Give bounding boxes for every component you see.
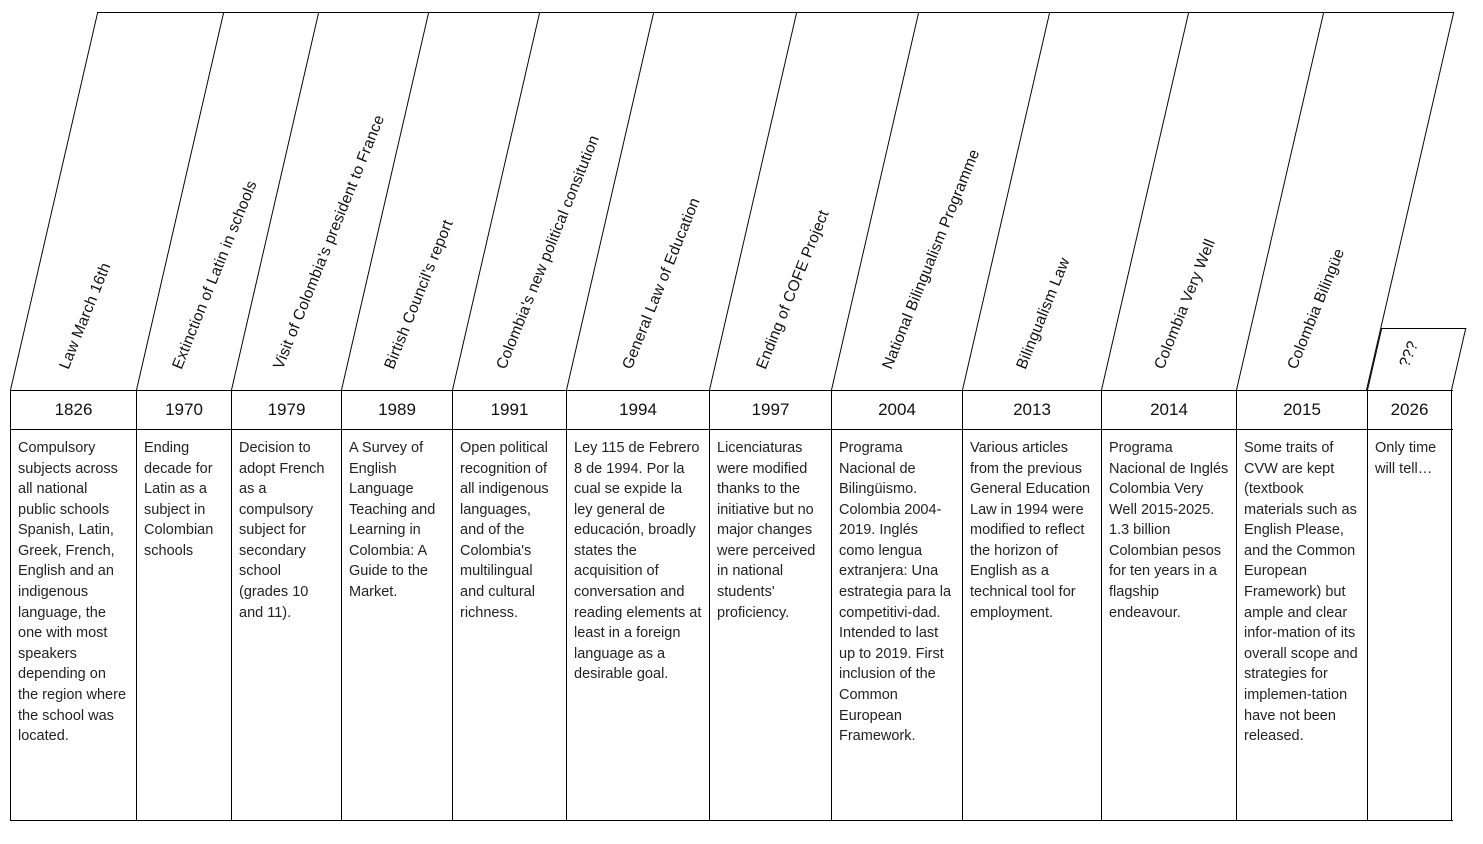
timeline-event-label: Visit of Colombia's president to France	[270, 112, 389, 372]
description-cell: Decision to adopt French as a compulsory subject for secondary school (grades 10 and 11).	[231, 430, 341, 820]
timeline-event-label: Law March 16th	[56, 260, 115, 372]
description-cell: Ley 115 de Febrero 8 de 1994. Por la cual se expide la ley general de educación, broadly states the acquisition of conversation and reading elements at least in a foreign language as a desirable goal.	[566, 430, 709, 820]
description-cell: Programa Nacional de Inglés Colombia Very Well 2015-2025. 1.3 billion Colombian pesos for ten years in a flagship endeavour.	[1101, 430, 1236, 820]
year-cell: 1997	[709, 391, 831, 429]
timeline-event-label: General Law of Education	[619, 195, 704, 372]
year-cell: 1989	[341, 391, 452, 429]
timeline-header-shapes	[10, 12, 1453, 390]
year-cell: 2013	[962, 391, 1101, 429]
year-cell: 1994	[566, 391, 709, 429]
timeline-event-label: Birtish Council's report	[381, 217, 457, 372]
timeline-description-row	[10, 430, 1453, 821]
timeline-event-label: Extinction of Latin in schools	[169, 178, 261, 372]
timeline-event-label: Colombia Bilingüe	[1284, 246, 1349, 372]
description-cell: Open political recognition of all indigenous languages, and of the Colombia's multilingual and cultural richness.	[452, 430, 566, 820]
year-cell: 2014	[1101, 391, 1236, 429]
year-cell: 1979	[231, 391, 341, 429]
description-cell: Ending decade for Latin as a subject in Colombian schools	[136, 430, 231, 820]
year-cell: 1970	[136, 391, 231, 429]
description-cell: A Survey of English Language Teaching and Learning in Colombia: A Guide to the Market.	[341, 430, 452, 820]
description-cell: Licenciaturas were modified thanks to the initiative but no major changes were perceived in national students' proficiency.	[709, 430, 831, 820]
description-cell: Various articles from the previous General Education Law in 1994 were modified to reflect the horizon of English as a technical tool for employment.	[962, 430, 1101, 820]
timeline-event-label: National Bilingualism Programme	[879, 147, 984, 372]
year-cell: 1991	[452, 391, 566, 429]
description-cell: Compulsory subjects across all national public schools Spanish, Latin, Greek, French, English and an indigenous language, the one with most speakers depending on the region where the school was located.	[10, 430, 136, 820]
timeline-column-shape-short	[1367, 328, 1466, 390]
description-cell: Some traits of CVW are kept (textbook materials such as English Please, and the Common European Framework) but ample and clear infor-mation of its overall scope and strategies for implemen-tation have not been released.	[1236, 430, 1367, 820]
year-cell: 2026	[1367, 391, 1452, 429]
timeline-event-label: ???	[1396, 338, 1422, 370]
description-cell: Programa Nacional de Bilingüismo. Colombia 2004-2019. Inglés como lengua extranjera: Una estrategia para la competitivi-dad. Intended to last up to 2019. First inclusion of the Common European Framework.	[831, 430, 962, 820]
year-cell: 2015	[1236, 391, 1367, 429]
timeline-header-band	[10, 12, 1453, 390]
description-cell: Only time will tell…	[1367, 430, 1452, 820]
timeline-figure	[10, 12, 1453, 821]
timeline-event-label: Ending of COFE Project	[753, 207, 833, 372]
timeline-event-label: Colombia's new political consitution	[493, 132, 603, 372]
timeline-event-label: Bilingualism Law	[1013, 255, 1074, 372]
timeline-event-label: Colombia Very Well	[1151, 236, 1219, 372]
timeline-year-row	[10, 390, 1453, 430]
year-cell: 1826	[10, 391, 136, 429]
year-cell: 2004	[831, 391, 962, 429]
